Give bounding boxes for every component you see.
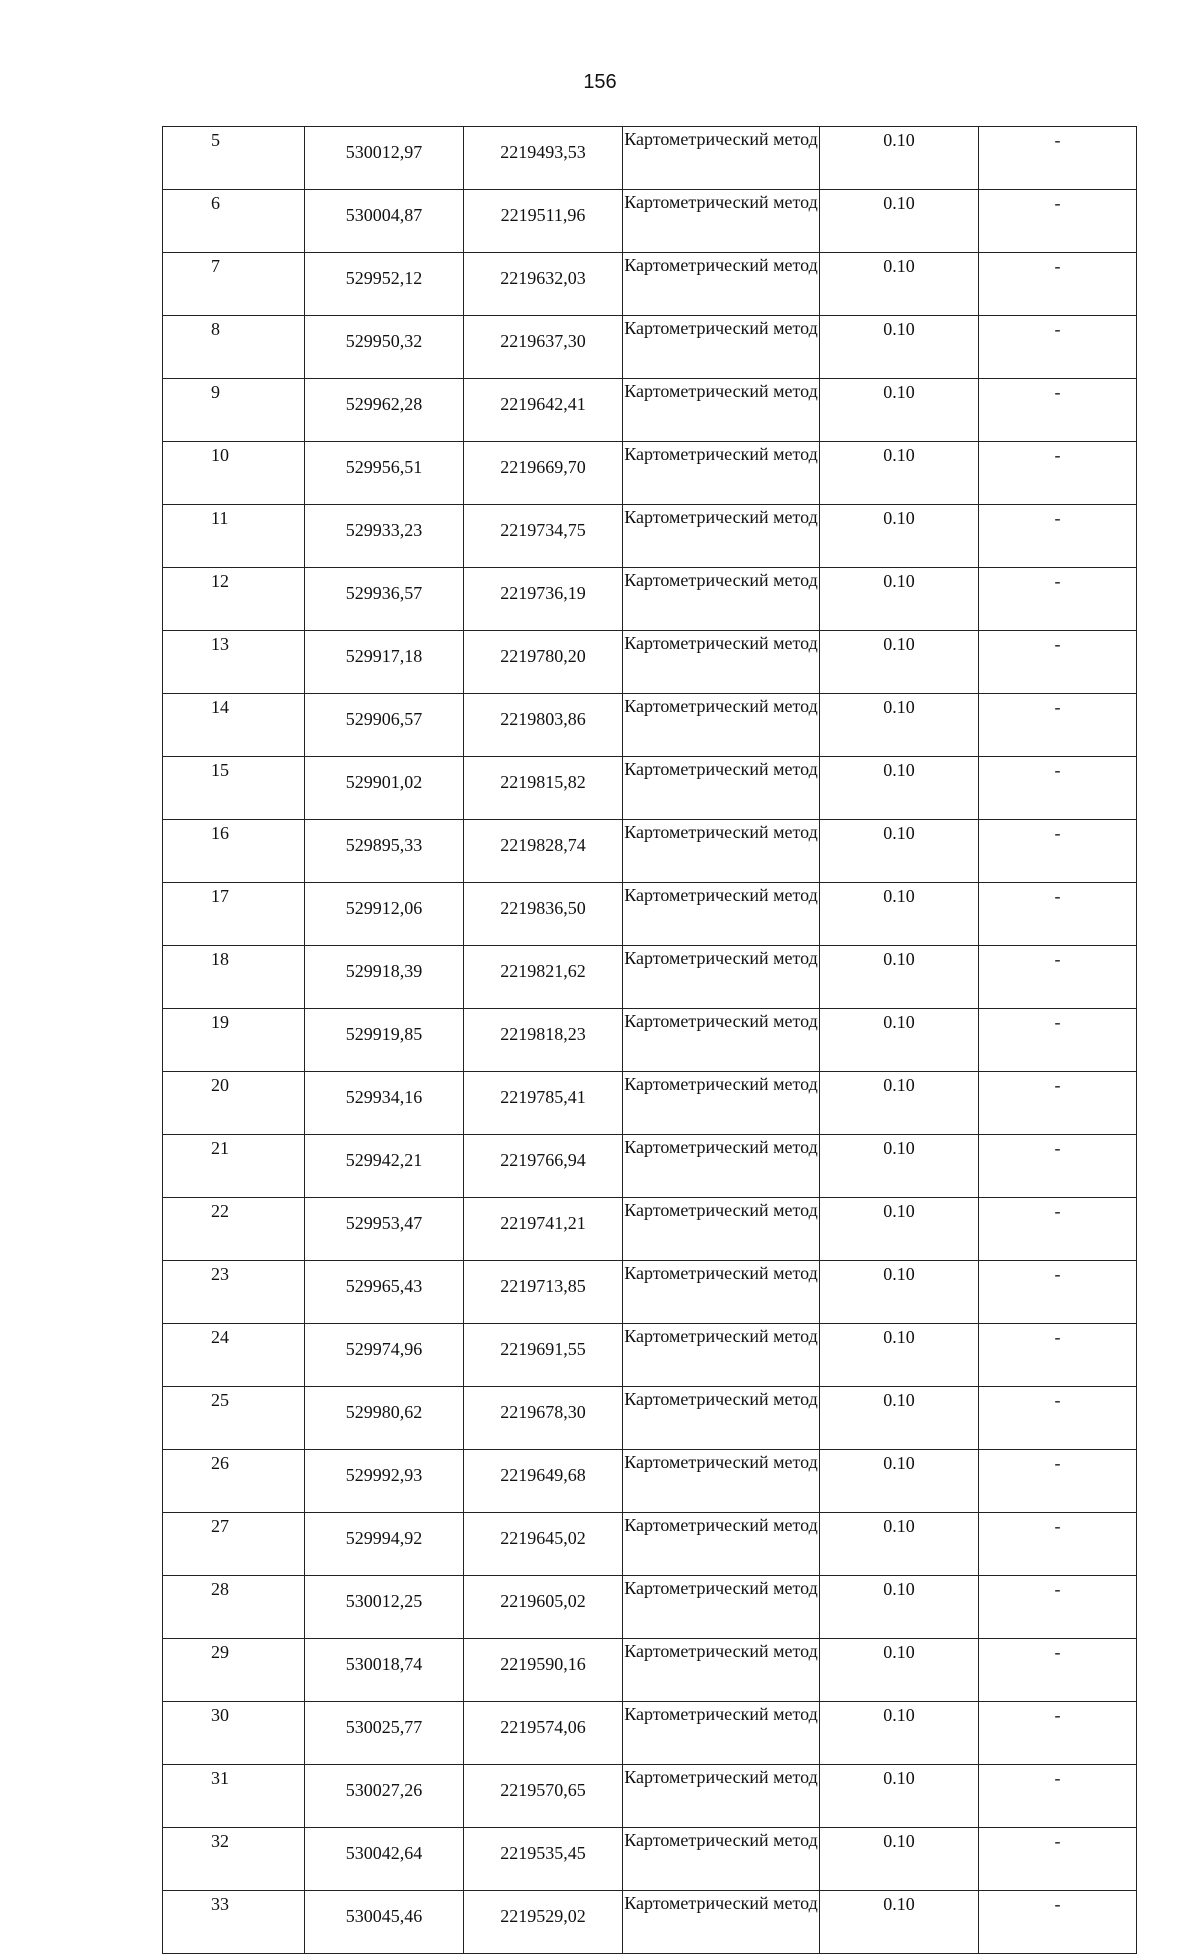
description-cell: - <box>979 127 1137 190</box>
table-row <box>163 1261 1137 1324</box>
description-cell: - <box>979 1387 1137 1450</box>
x-coordinate-cell: 529934,16 <box>305 1072 464 1135</box>
y-coordinate-cell: 2219691,55 <box>464 1324 623 1387</box>
method-cell: Картометрический метод <box>623 1324 820 1387</box>
y-coordinate-cell: 2219645,02 <box>464 1513 623 1576</box>
method-cell: Картометрический метод <box>623 1513 820 1576</box>
accuracy-cell: 0.10 <box>820 1765 979 1828</box>
description-cell: - <box>979 1135 1137 1198</box>
x-coordinate-cell: 529895,33 <box>305 820 464 883</box>
y-coordinate-cell: 2219574,06 <box>464 1702 623 1765</box>
y-coordinate-cell: 2219736,19 <box>464 568 623 631</box>
description-cell: - <box>979 253 1137 316</box>
y-coordinate-cell: 2219529,02 <box>464 1891 623 1954</box>
table-row <box>163 883 1137 946</box>
accuracy-cell: 0.10 <box>820 1891 979 1954</box>
point-number-cell: 18 <box>163 946 305 1009</box>
y-coordinate-cell: 2219649,68 <box>464 1450 623 1513</box>
x-coordinate-cell: 529942,21 <box>305 1135 464 1198</box>
x-coordinate-cell: 529950,32 <box>305 316 464 379</box>
description-cell: - <box>979 1198 1137 1261</box>
x-coordinate-cell: 529912,06 <box>305 883 464 946</box>
y-coordinate-cell: 2219836,50 <box>464 883 623 946</box>
table-row <box>163 1513 1137 1576</box>
x-coordinate-cell: 529933,23 <box>305 505 464 568</box>
method-cell: Картометрический метод <box>623 946 820 1009</box>
method-cell: Картометрический метод <box>623 1828 820 1891</box>
coordinates-table-body <box>163 127 1137 1954</box>
point-number-cell: 28 <box>163 1576 305 1639</box>
table-row <box>163 946 1137 1009</box>
y-coordinate-cell: 2219828,74 <box>464 820 623 883</box>
x-coordinate-cell: 529962,28 <box>305 379 464 442</box>
table-row <box>163 1324 1137 1387</box>
y-coordinate-cell: 2219780,20 <box>464 631 623 694</box>
coordinates-table <box>162 126 1137 1954</box>
accuracy-cell: 0.10 <box>820 253 979 316</box>
point-number-cell: 22 <box>163 1198 305 1261</box>
y-coordinate-cell: 2219803,86 <box>464 694 623 757</box>
y-coordinate-cell: 2219590,16 <box>464 1639 623 1702</box>
table-row <box>163 1765 1137 1828</box>
y-coordinate-cell: 2219713,85 <box>464 1261 623 1324</box>
method-cell: Картометрический метод <box>623 883 820 946</box>
description-cell: - <box>979 1324 1137 1387</box>
accuracy-cell: 0.10 <box>820 190 979 253</box>
x-coordinate-cell: 529906,57 <box>305 694 464 757</box>
table-row <box>163 694 1137 757</box>
table-row <box>163 190 1137 253</box>
accuracy-cell: 0.10 <box>820 1135 979 1198</box>
table-row <box>163 1072 1137 1135</box>
method-cell: Картометрический метод <box>623 1261 820 1324</box>
point-number-cell: 23 <box>163 1261 305 1324</box>
x-coordinate-cell: 529919,85 <box>305 1009 464 1072</box>
x-coordinate-cell: 530012,97 <box>305 127 464 190</box>
x-coordinate-cell: 529953,47 <box>305 1198 464 1261</box>
table-row <box>163 1198 1137 1261</box>
accuracy-cell: 0.10 <box>820 1261 979 1324</box>
table-row <box>163 1702 1137 1765</box>
table-row <box>163 757 1137 820</box>
description-cell: - <box>979 1261 1137 1324</box>
y-coordinate-cell: 2219511,96 <box>464 190 623 253</box>
description-cell: - <box>979 1702 1137 1765</box>
table-row <box>163 568 1137 631</box>
description-cell: - <box>979 568 1137 631</box>
method-cell: Картометрический метод <box>623 1450 820 1513</box>
table-row <box>163 379 1137 442</box>
x-coordinate-cell: 530045,46 <box>305 1891 464 1954</box>
table-row <box>163 127 1137 190</box>
accuracy-cell: 0.10 <box>820 1450 979 1513</box>
x-coordinate-cell: 530012,25 <box>305 1576 464 1639</box>
description-cell: - <box>979 946 1137 1009</box>
y-coordinate-cell: 2219493,53 <box>464 127 623 190</box>
y-coordinate-cell: 2219815,82 <box>464 757 623 820</box>
point-number-cell: 17 <box>163 883 305 946</box>
y-coordinate-cell: 2219741,21 <box>464 1198 623 1261</box>
method-cell: Картометрический метод <box>623 505 820 568</box>
y-coordinate-cell: 2219818,23 <box>464 1009 623 1072</box>
accuracy-cell: 0.10 <box>820 379 979 442</box>
method-cell: Картометрический метод <box>623 379 820 442</box>
method-cell: Картометрический метод <box>623 190 820 253</box>
description-cell: - <box>979 820 1137 883</box>
y-coordinate-cell: 2219642,41 <box>464 379 623 442</box>
table-row <box>163 631 1137 694</box>
table-row <box>163 1135 1137 1198</box>
table-row <box>163 1450 1137 1513</box>
table-row <box>163 1009 1137 1072</box>
accuracy-cell: 0.10 <box>820 694 979 757</box>
accuracy-cell: 0.10 <box>820 820 979 883</box>
accuracy-cell: 0.10 <box>820 1387 979 1450</box>
method-cell: Картометрический метод <box>623 1135 820 1198</box>
point-number-cell: 6 <box>163 190 305 253</box>
accuracy-cell: 0.10 <box>820 757 979 820</box>
description-cell: - <box>979 1009 1137 1072</box>
point-number-cell: 14 <box>163 694 305 757</box>
method-cell: Картометрический метод <box>623 253 820 316</box>
y-coordinate-cell: 2219734,75 <box>464 505 623 568</box>
point-number-cell: 16 <box>163 820 305 883</box>
point-number-cell: 21 <box>163 1135 305 1198</box>
point-number-cell: 33 <box>163 1891 305 1954</box>
description-cell: - <box>979 1828 1137 1891</box>
accuracy-cell: 0.10 <box>820 1576 979 1639</box>
accuracy-cell: 0.10 <box>820 1702 979 1765</box>
description-cell: - <box>979 1513 1137 1576</box>
description-cell: - <box>979 1639 1137 1702</box>
y-coordinate-cell: 2219570,65 <box>464 1765 623 1828</box>
x-coordinate-cell: 529918,39 <box>305 946 464 1009</box>
method-cell: Картометрический метод <box>623 694 820 757</box>
method-cell: Картометрический метод <box>623 1009 820 1072</box>
description-cell: - <box>979 1450 1137 1513</box>
point-number-cell: 8 <box>163 316 305 379</box>
description-cell: - <box>979 1576 1137 1639</box>
x-coordinate-cell: 530004,87 <box>305 190 464 253</box>
method-cell: Картометрический метод <box>623 316 820 379</box>
point-number-cell: 15 <box>163 757 305 820</box>
x-coordinate-cell: 529992,93 <box>305 1450 464 1513</box>
method-cell: Картометрический метод <box>623 1072 820 1135</box>
table-row <box>163 316 1137 379</box>
method-cell: Картометрический метод <box>623 1639 820 1702</box>
x-coordinate-cell: 529952,12 <box>305 253 464 316</box>
description-cell: - <box>979 190 1137 253</box>
y-coordinate-cell: 2219535,45 <box>464 1828 623 1891</box>
x-coordinate-cell: 529974,96 <box>305 1324 464 1387</box>
y-coordinate-cell: 2219605,02 <box>464 1576 623 1639</box>
point-number-cell: 9 <box>163 379 305 442</box>
point-number-cell: 7 <box>163 253 305 316</box>
method-cell: Картометрический метод <box>623 1891 820 1954</box>
accuracy-cell: 0.10 <box>820 505 979 568</box>
accuracy-cell: 0.10 <box>820 946 979 1009</box>
description-cell: - <box>979 757 1137 820</box>
y-coordinate-cell: 2219821,62 <box>464 946 623 1009</box>
description-cell: - <box>979 316 1137 379</box>
description-cell: - <box>979 631 1137 694</box>
table-row <box>163 442 1137 505</box>
method-cell: Картометрический метод <box>623 127 820 190</box>
table-row <box>163 505 1137 568</box>
accuracy-cell: 0.10 <box>820 1324 979 1387</box>
y-coordinate-cell: 2219632,03 <box>464 253 623 316</box>
y-coordinate-cell: 2219785,41 <box>464 1072 623 1135</box>
accuracy-cell: 0.10 <box>820 568 979 631</box>
x-coordinate-cell: 529994,92 <box>305 1513 464 1576</box>
method-cell: Картометрический метод <box>623 631 820 694</box>
point-number-cell: 12 <box>163 568 305 631</box>
accuracy-cell: 0.10 <box>820 1639 979 1702</box>
point-number-cell: 30 <box>163 1702 305 1765</box>
method-cell: Картометрический метод <box>623 1387 820 1450</box>
point-number-cell: 10 <box>163 442 305 505</box>
description-cell: - <box>979 1072 1137 1135</box>
method-cell: Картометрический метод <box>623 820 820 883</box>
method-cell: Картометрический метод <box>623 442 820 505</box>
point-number-cell: 13 <box>163 631 305 694</box>
description-cell: - <box>979 505 1137 568</box>
method-cell: Картометрический метод <box>623 1702 820 1765</box>
point-number-cell: 11 <box>163 505 305 568</box>
accuracy-cell: 0.10 <box>820 442 979 505</box>
y-coordinate-cell: 2219766,94 <box>464 1135 623 1198</box>
x-coordinate-cell: 529901,02 <box>305 757 464 820</box>
x-coordinate-cell: 530018,74 <box>305 1639 464 1702</box>
accuracy-cell: 0.10 <box>820 631 979 694</box>
x-coordinate-cell: 529917,18 <box>305 631 464 694</box>
accuracy-cell: 0.10 <box>820 316 979 379</box>
point-number-cell: 29 <box>163 1639 305 1702</box>
x-coordinate-cell: 530027,26 <box>305 1765 464 1828</box>
point-number-cell: 26 <box>163 1450 305 1513</box>
accuracy-cell: 0.10 <box>820 1828 979 1891</box>
accuracy-cell: 0.10 <box>820 883 979 946</box>
page-number: 156 <box>583 71 617 93</box>
method-cell: Картометрический метод <box>623 1198 820 1261</box>
table-row <box>163 1828 1137 1891</box>
point-number-cell: 5 <box>163 127 305 190</box>
table-row <box>163 1387 1137 1450</box>
accuracy-cell: 0.10 <box>820 1072 979 1135</box>
point-number-cell: 25 <box>163 1387 305 1450</box>
table-row <box>163 253 1137 316</box>
y-coordinate-cell: 2219669,70 <box>464 442 623 505</box>
x-coordinate-cell: 530042,64 <box>305 1828 464 1891</box>
x-coordinate-cell: 529965,43 <box>305 1261 464 1324</box>
table-row <box>163 1891 1137 1954</box>
point-number-cell: 24 <box>163 1324 305 1387</box>
point-number-cell: 31 <box>163 1765 305 1828</box>
description-cell: - <box>979 379 1137 442</box>
accuracy-cell: 0.10 <box>820 127 979 190</box>
method-cell: Картометрический метод <box>623 1765 820 1828</box>
table-row <box>163 1639 1137 1702</box>
method-cell: Картометрический метод <box>623 568 820 631</box>
description-cell: - <box>979 442 1137 505</box>
table-row <box>163 1576 1137 1639</box>
point-number-cell: 19 <box>163 1009 305 1072</box>
accuracy-cell: 0.10 <box>820 1009 979 1072</box>
description-cell: - <box>979 1765 1137 1828</box>
x-coordinate-cell: 530025,77 <box>305 1702 464 1765</box>
description-cell: - <box>979 883 1137 946</box>
x-coordinate-cell: 529956,51 <box>305 442 464 505</box>
x-coordinate-cell: 529980,62 <box>305 1387 464 1450</box>
accuracy-cell: 0.10 <box>820 1513 979 1576</box>
description-cell: - <box>979 1891 1137 1954</box>
method-cell: Картометрический метод <box>623 1576 820 1639</box>
point-number-cell: 32 <box>163 1828 305 1891</box>
y-coordinate-cell: 2219637,30 <box>464 316 623 379</box>
x-coordinate-cell: 529936,57 <box>305 568 464 631</box>
y-coordinate-cell: 2219678,30 <box>464 1387 623 1450</box>
method-cell: Картометрический метод <box>623 757 820 820</box>
description-cell: - <box>979 694 1137 757</box>
point-number-cell: 27 <box>163 1513 305 1576</box>
table-row <box>163 820 1137 883</box>
point-number-cell: 20 <box>163 1072 305 1135</box>
accuracy-cell: 0.10 <box>820 1198 979 1261</box>
